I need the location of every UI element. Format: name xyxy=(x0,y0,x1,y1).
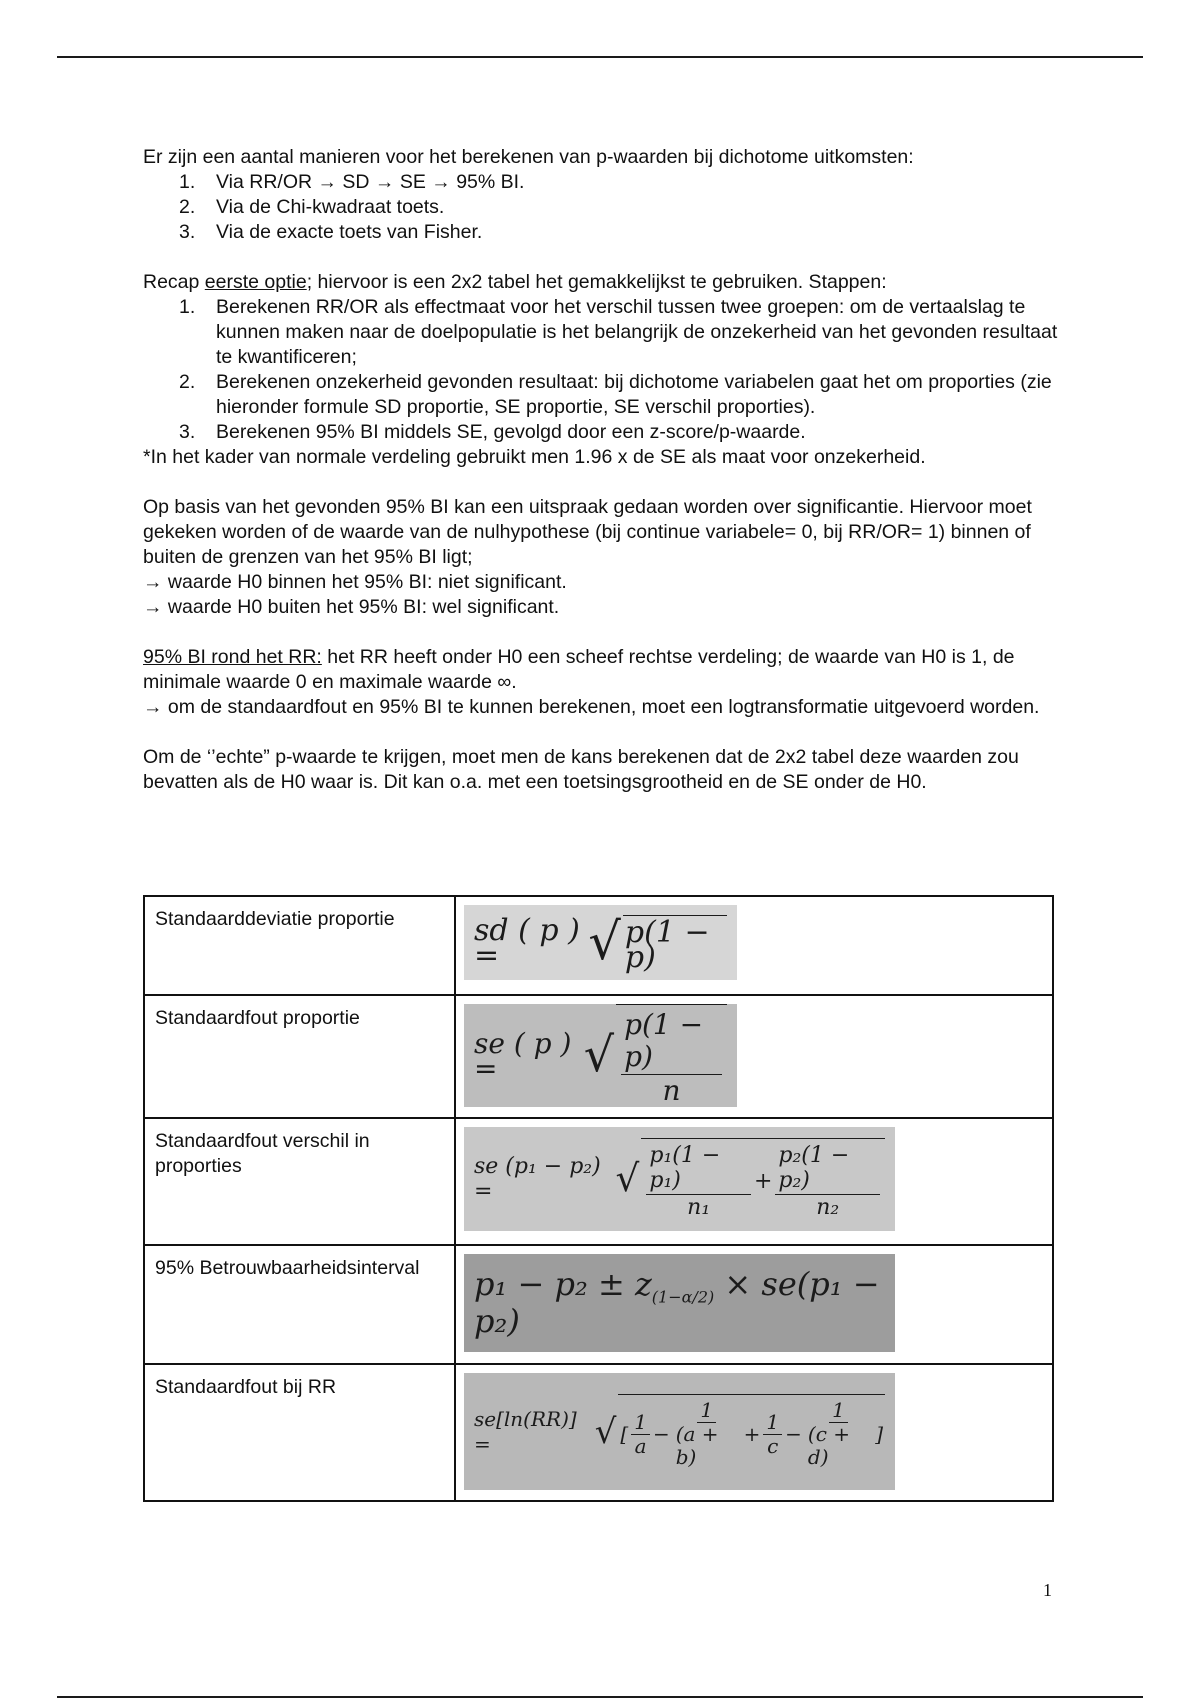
formula-label: Standaarddeviatie proportie xyxy=(144,896,455,995)
formula-label: Standaardfout bij RR xyxy=(144,1364,455,1501)
significance-outside: → waarde H0 buiten het 95% BI: wel significant. xyxy=(143,596,560,618)
footer-rule xyxy=(57,1696,1143,1698)
list-item: 1. Via RR/OR → SD → SE → 95% BI. xyxy=(179,171,525,193)
list-item: 1. Berekenen RR/OR als effectmaat voor het verschil tussen twee groepen: om de vertaalslag te kunnen maken naar de doelpopulatie is het belangrijk de onzekerheid van het gevonden resultaat te kwantificeren; xyxy=(179,296,1058,368)
formula-confidence-interval-image: $p_1 - p_2 \pm z_{(1-\alpha/2)} \times se(p_1 - p_2)$ xyxy=(464,1254,895,1352)
intro-text: Er zijn een aantal manieren voor het berekenen van p-waarden bij dichotome uitkomsten: xyxy=(143,146,914,168)
page-number: 1 xyxy=(1043,1580,1052,1600)
formula-label: 95% Betrouwbaarheidsinterval xyxy=(144,1245,455,1364)
methods-list xyxy=(143,170,1063,245)
formula-se-difference-image: se (p₁ − p₂) = √ $\frac{\text{p₁(1 − p₁)}}{\text{n₁}}$ + $\frac{\text{p₂(1 − p₂)}}{\text{n₂}}$ xyxy=(464,1127,895,1231)
rr-underlined: 95% BI rond het RR: xyxy=(143,646,322,668)
rr-text: 95% BI rond het RR: het RR heeft onder H0 een scheef rechtse verdeling; de waarde van H0 is 1, de minimale waarde 0 en maximale waarde ∞. xyxy=(143,646,1015,693)
note-text: *In het kader van normale verdeling gebruikt men 1.96 x de SE als maat voor onzekerheid. xyxy=(143,446,926,468)
list-item: 3. Berekenen 95% BI middels SE, gevolgd door een z-score/p-waarde. xyxy=(179,421,806,443)
table-row xyxy=(144,1245,1053,1364)
steps-list xyxy=(143,295,1063,445)
table-row xyxy=(144,995,1053,1118)
header-rule xyxy=(57,56,1143,58)
rr-arrow: → om de standaardfout en 95% BI te kunnen berekenen, moet een logtransformatie uitgevoerd worden. xyxy=(143,696,1040,718)
formula-label: Standaardfout verschil in proporties xyxy=(144,1118,455,1245)
list-item: 3. Via de exacte toets van Fisher. xyxy=(179,221,483,243)
real-p-text: Om de ‘’echte” p-waarde te krijgen, moet men de kans berekenen dat de 2x2 tabel deze waarden zou bevatten als de H0 waar is. Dit kan o.a. met een toetsingsgrootheid en de SE onder de H0. xyxy=(143,746,1019,793)
recap-underlined: eerste optie xyxy=(204,271,307,293)
formula-se-rr-image: se[ln(RR)] = √ [ $\frac{1}{a}$ − $\frac{1}{(a + b)}$ + $\frac{1}{c}$ − $\frac{1}{(c + d)}$ ] xyxy=(464,1373,895,1490)
list-item: 2. Via de Chi-kwadraat toets. xyxy=(179,196,445,218)
formula-se-proportion-image: se ( p ) = √ $\frac{p(1 - p)}{n}$ xyxy=(464,1004,737,1107)
list-item: 2. Berekenen onzekerheid gevonden resultaat: bij dichotome variabelen gaat het om proporties (zie hieronder formule SD proportie, SE proportie, SE verschil proporties). xyxy=(179,371,1052,418)
table-row xyxy=(144,1118,1053,1245)
formula-label: Standaardfout proportie xyxy=(144,995,455,1118)
formula-table xyxy=(143,895,1054,1502)
recap-text: Recap eerste optie; hiervoor is een 2x2 tabel het gemakkelijkst te gebruiken. Stappen: xyxy=(143,271,887,293)
table-row xyxy=(144,1364,1053,1501)
formula-sd-proportion-image: sd ( p ) = √ p(1 − p) xyxy=(464,905,737,980)
document-body xyxy=(143,145,1063,795)
significance-inside: → waarde H0 binnen het 95% BI: niet significant. xyxy=(143,571,567,593)
table-row xyxy=(144,896,1053,995)
significance-text: Op basis van het gevonden 95% BI kan een uitspraak gedaan worden over significantie. Hiervoor moet gekeken worden of de waarde van de nulhypothese (bij continue variabele= 0, bij RR/OR= 1) binnen of buiten de grenzen van het 95% BI ligt; xyxy=(143,496,1032,568)
